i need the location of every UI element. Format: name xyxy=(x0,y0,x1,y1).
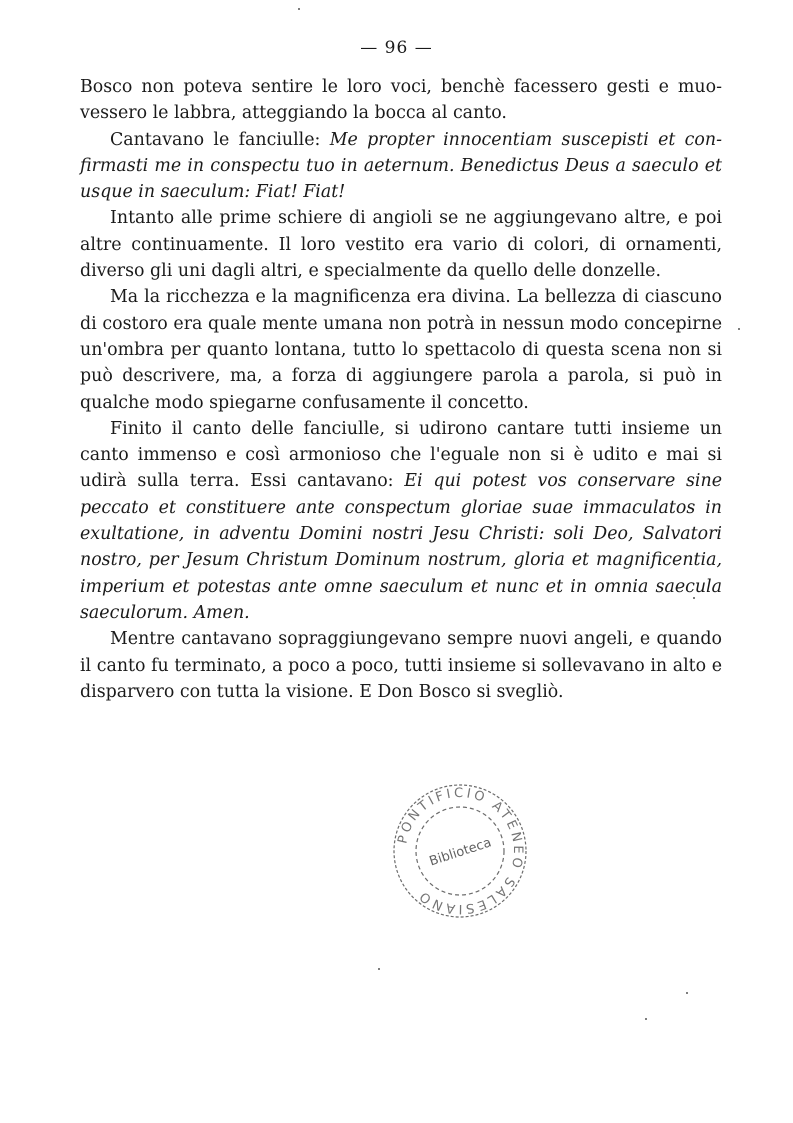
paragraph xyxy=(80,205,722,284)
stamp-center-text: Biblioteca xyxy=(427,835,494,870)
paragraph xyxy=(80,74,722,127)
paragraph-text: Mentre cantavano sopraggiungevano sempre nuovi angeli, e quando il canto fu terminato, a poco a poco, tutti insieme si sollevavano in alto e disparvero con tutta la visione. E Don Bosco si svegliò. xyxy=(80,629,722,702)
paragraph-text: Finito il canto delle fanciulle, si udirono cantare tutti insieme un canto immenso e così armonioso che l'eguale non si è udito e mai si udirà sulla terra. Essi cantavano: xyxy=(80,418,722,492)
paper-speck xyxy=(686,992,688,994)
paragraph-text: Cantavano le fanciulle: xyxy=(110,129,330,150)
library-stamp xyxy=(384,782,536,920)
paper-speck xyxy=(738,328,740,330)
paper-speck xyxy=(298,8,300,10)
paragraph-text: Intanto alle prime schiere di angioli se ne aggiungevano altre, e poi altre continuamente. Il loro vestito era vario di colori, di ornamenti, diverso gli uni dagli altri, e specialmente da quello delle donzelle. xyxy=(80,208,722,282)
paragraph-text: Ma la ricchezza e la magnificenza era divina. La bellezza di ciascuno di costoro era quale mente umana non potrà in nessun modo concepirne un'ombra per quanto lontana, tutto lo spettacolo di questa scena non si può descrivere, ma, a forza di aggiungere parola a parola, si può in qualche modo spiegarne confusamente il concetto. xyxy=(80,287,722,413)
page-number: — 96 — xyxy=(360,38,433,58)
paper-speck xyxy=(693,597,695,599)
paper-speck xyxy=(645,1018,647,1020)
paragraph xyxy=(80,127,722,206)
paragraph xyxy=(80,284,722,415)
paragraph-text: Bosco non poteva sentire le loro voci, benchè facessero gesti e muovessero le labbra, atteggiando la bocca al canto. xyxy=(80,77,722,124)
paragraph xyxy=(80,626,722,705)
stamp-ring-text: PONTIFICIO ATENEO SALESIANO xyxy=(395,785,526,917)
paper-speck xyxy=(378,968,380,970)
latin-quote: Me propter innocentiam suscepisti et confirmasti me in conspectu tuo in aeternum. Benedictus Deus a saeculo et usque in saeculum: Fiat! Fiat! xyxy=(80,129,722,203)
latin-quote: Ei qui potest vos conservare sine peccato et constituere ante conspectum gloriae suae immaculatos in exultatione, in adventu Domini nostri Jesu Christi: soli Deo, Salvatori nostro, per Jesum Christum Dominum nostrum, gloria et magnificentia, imperium et potestas ante omne saeculum et nunc et in omnia saecula saeculorum. Amen. xyxy=(80,471,722,623)
body-text xyxy=(80,74,722,705)
paragraph xyxy=(80,416,722,626)
